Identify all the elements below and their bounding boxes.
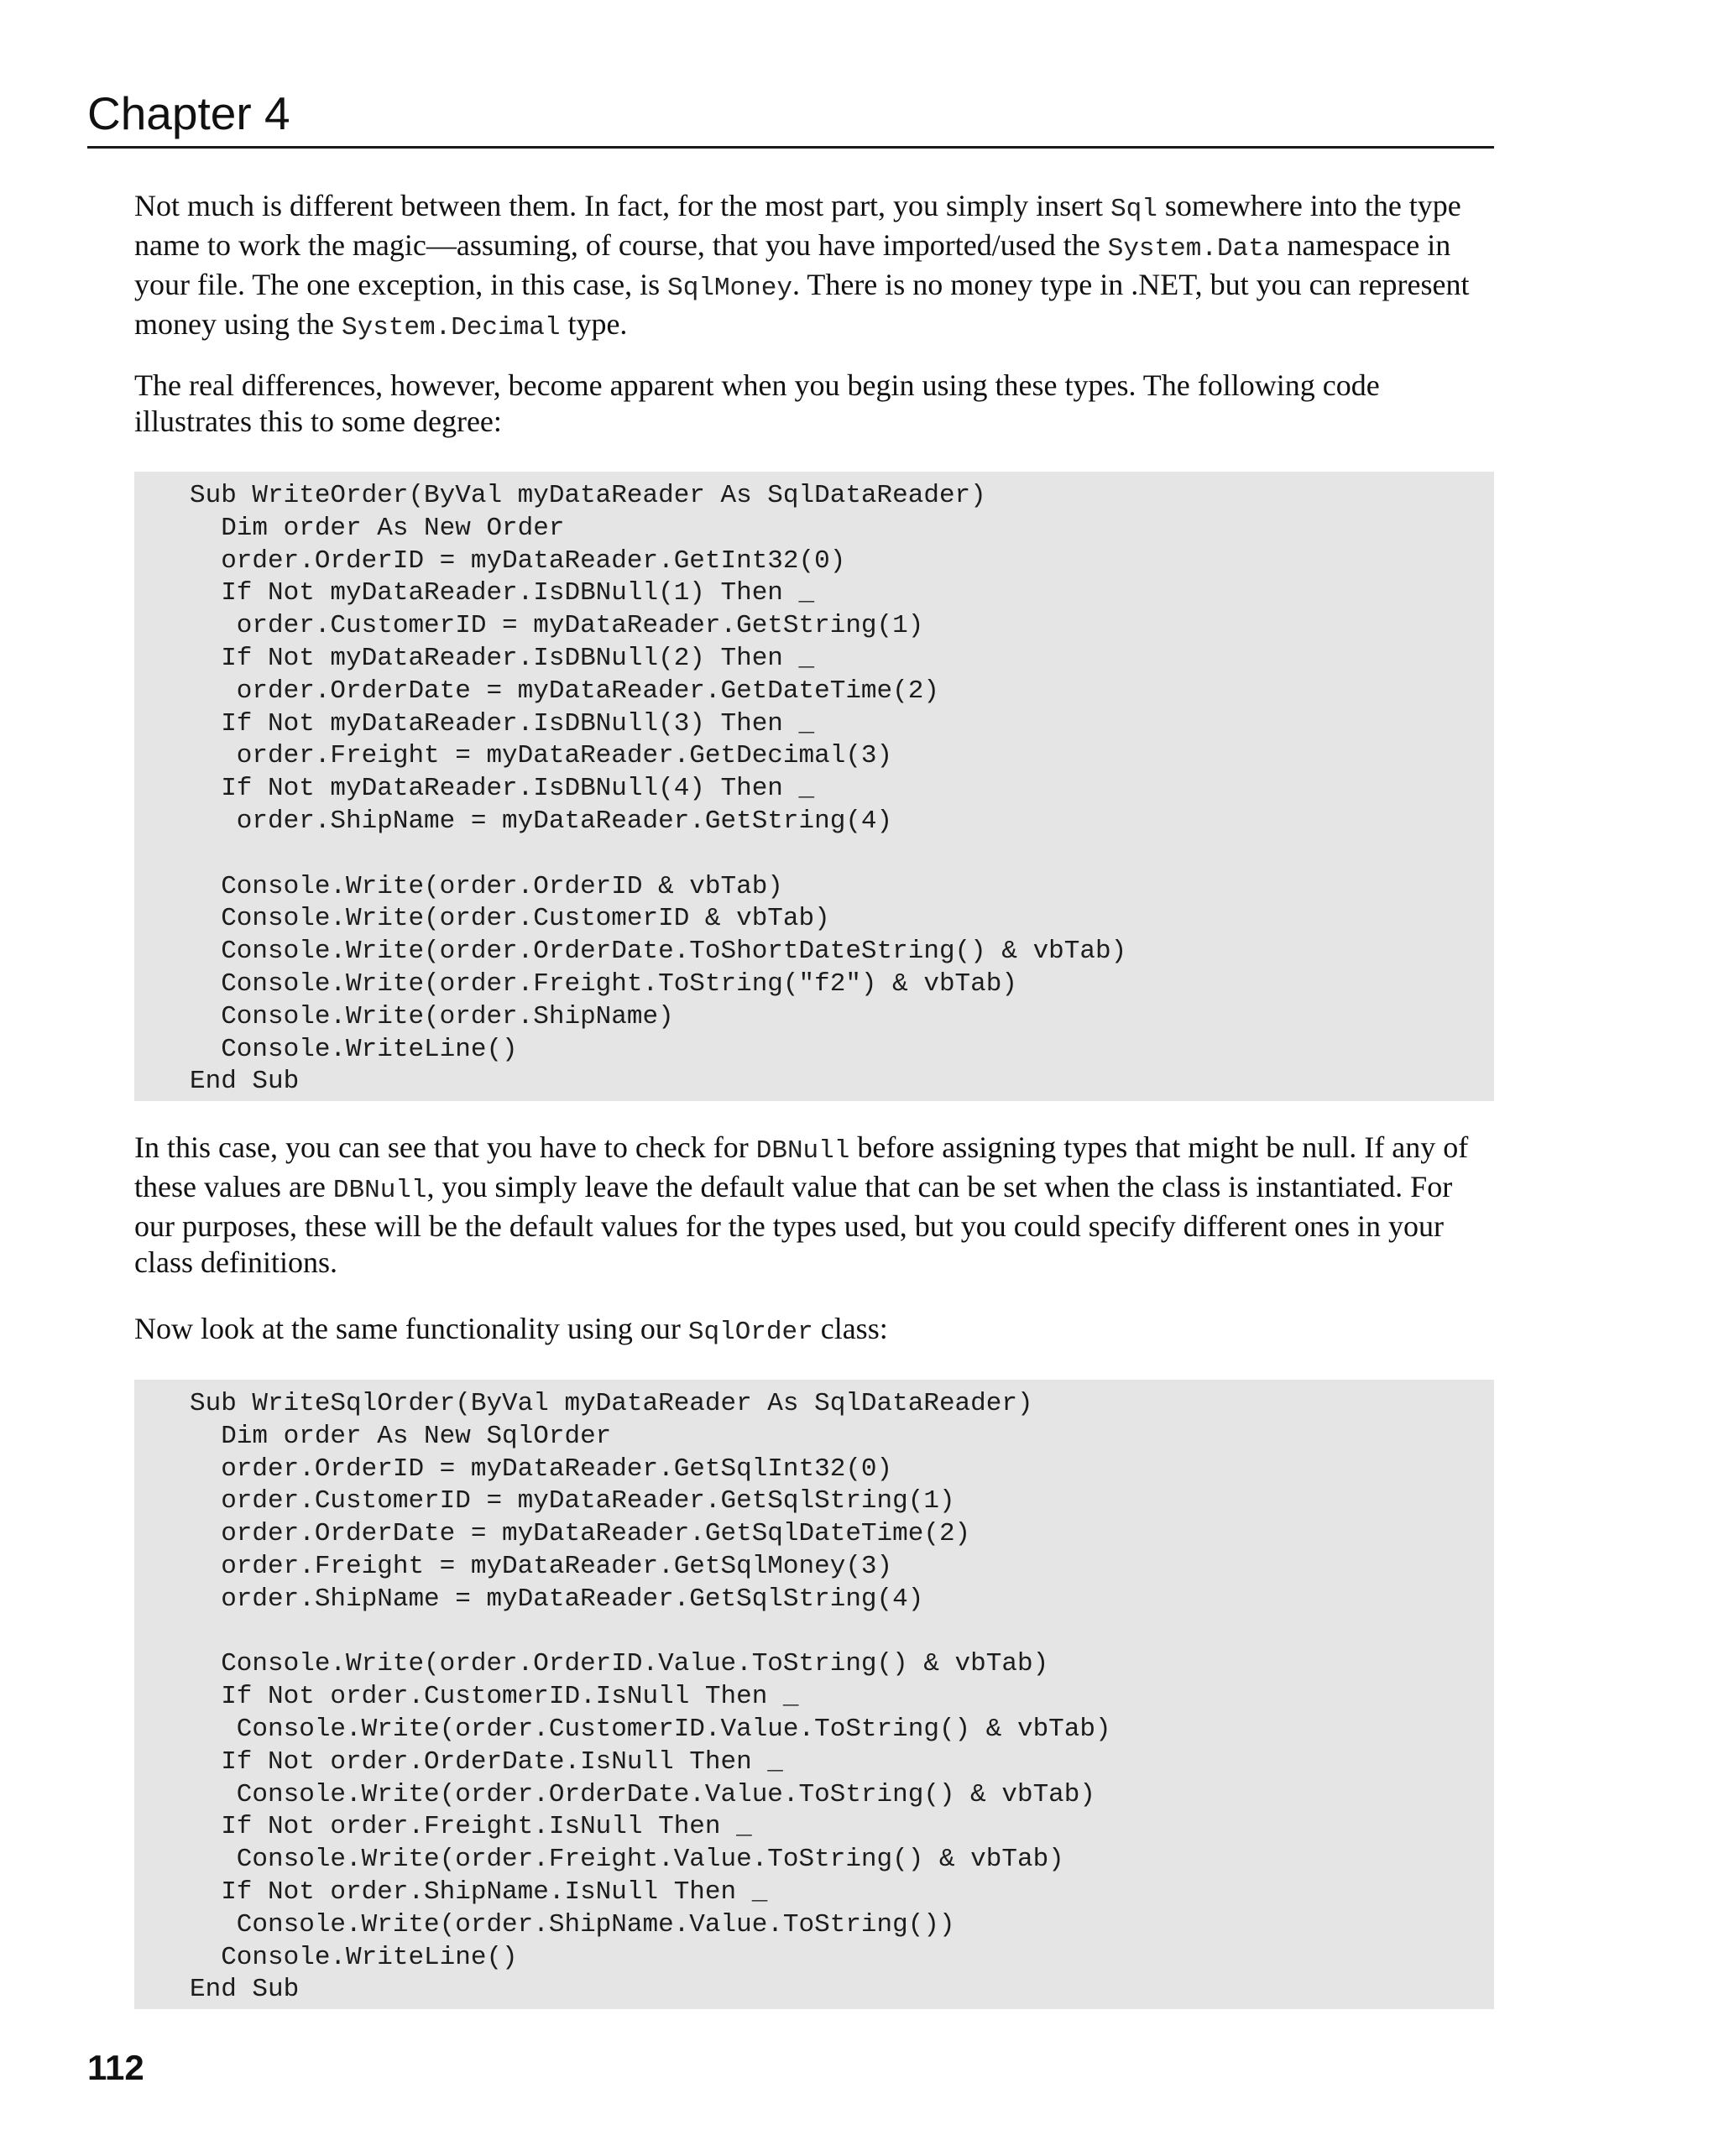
paragraph-intro	[134, 188, 1494, 346]
code-line: Console.Write(order.ShipName)	[190, 1001, 674, 1031]
code-line: order.Freight = myDataReader.GetSqlMoney(3)	[190, 1551, 893, 1581]
code-line: order.ShipName = myDataReader.GetSqlString(4)	[190, 1584, 924, 1614]
paragraph-text: Now look at the same functionality using our	[134, 1312, 688, 1345]
code-line	[190, 838, 1494, 871]
paragraph-text: namespace in your file. The one exception, in this case, is	[134, 228, 1451, 301]
code-line: End Sub	[190, 1067, 300, 1097]
code-line: Console.Write(order.OrderID & vbTab)	[190, 871, 783, 901]
code-line: If Not myDataReader.IsDBNull(2) Then _	[190, 643, 815, 673]
code-line: If Not myDataReader.IsDBNull(4) Then _	[190, 774, 815, 804]
paragraph-dbnull	[134, 1130, 1494, 1281]
code-line: If Not order.OrderDate.IsNull Then _	[190, 1746, 783, 1777]
paragraph-text: In this case, you can see that you have to check for	[134, 1130, 756, 1164]
code-line: If Not myDataReader.IsDBNull(3) Then _	[190, 708, 815, 739]
page-number: 112	[87, 2048, 144, 2087]
code-line: order.OrderID = myDataReader.GetInt32(0)	[190, 546, 846, 576]
code-line: Console.WriteLine()	[190, 1942, 518, 1972]
code-line	[190, 1616, 1494, 1649]
inline-code: SqlMoney	[667, 274, 792, 303]
inline-code: DBNull	[755, 1136, 850, 1166]
paragraph-text: somewhere into the type name to work the magic—assuming, of course, that you have imported/used the	[134, 189, 1461, 262]
code-line: Console.Write(order.OrderDate.ToShortDateString() & vbTab)	[190, 937, 1127, 967]
code-line: Console.Write(order.OrderDate.Value.ToString() & vbTab)	[190, 1779, 1095, 1809]
code-line: If Not order.ShipName.IsNull Then _	[190, 1877, 768, 1907]
code-line: Console.Write(order.ShipName.Value.ToString())	[190, 1909, 955, 1939]
code-line: If Not order.CustomerID.IsNull Then _	[190, 1682, 799, 1712]
paragraph-text: before assigning types that might be null. If any of these values are	[134, 1130, 1469, 1203]
code-line: End Sub	[190, 1975, 300, 2005]
paragraph-text: . There is no money type in .NET, but you can represent money using the	[134, 268, 1470, 341]
code-line: If Not order.Freight.IsNull Then _	[190, 1812, 752, 1842]
code-line: Console.Write(order.CustomerID.Value.ToString() & vbTab)	[190, 1714, 1111, 1744]
paragraph-text: class:	[812, 1312, 888, 1345]
inline-code: SqlOrder	[687, 1318, 813, 1347]
code-line: order.OrderID = myDataReader.GetSqlInt32(0)	[190, 1454, 893, 1484]
code-line: order.ShipName = myDataReader.GetString(4)	[190, 806, 893, 836]
code-line: If Not myDataReader.IsDBNull(1) Then _	[190, 578, 815, 608]
code-line: order.CustomerID = myDataReader.GetSqlString(1)	[190, 1486, 955, 1517]
code-line: Console.Write(order.Freight.Value.ToString() & vbTab)	[190, 1845, 1064, 1875]
code-line: Console.Write(order.OrderID.Value.ToString() & vbTab)	[190, 1649, 1049, 1679]
code-line: Dim order As New Order	[190, 513, 565, 543]
code-line: order.CustomerID = myDataReader.GetString(1)	[190, 611, 924, 641]
code-line: Sub WriteSqlOrder(ByVal myDataReader As SqlDataReader)	[190, 1389, 1033, 1418]
code-block-write-order	[134, 472, 1494, 1101]
inline-code: Sql	[1110, 195, 1157, 224]
paragraph-text: Not much is different between them. In fact, for the most part, you simply insert	[134, 189, 1111, 222]
code-line: Console.Write(order.CustomerID & vbTab)	[190, 904, 830, 934]
inline-code: System.Decimal	[341, 313, 561, 342]
paragraph-differences: The real differences, however, become apparent when you begin using these types. The following code illustrates this to some degree:	[134, 368, 1380, 438]
paragraph-sqlorder	[134, 1311, 1494, 1350]
paragraph-text: , you simply leave the default value that can be set when the class is instantiated. For our purposes, these will be the default values for the types used, but you could specify different ones in your class definitions.	[134, 1170, 1453, 1279]
code-line: order.OrderDate = myDataReader.GetDateTime(2)	[190, 676, 939, 706]
code-block-write-sql-order	[134, 1380, 1494, 2009]
paragraph-text: type.	[560, 307, 628, 341]
code-line: order.OrderDate = myDataReader.GetSqlDateTime(2)	[190, 1519, 971, 1549]
code-line: Console.WriteLine()	[190, 1034, 518, 1064]
code-line: Sub WriteOrder(ByVal myDataReader As SqlDataReader)	[190, 481, 986, 510]
code-line: Dim order As New SqlOrder	[190, 1421, 612, 1451]
chapter-header: Chapter 4	[87, 84, 1494, 149]
inline-code: System.Data	[1107, 234, 1280, 264]
code-line: Console.Write(order.Freight.ToString("f2") & vbTab)	[190, 968, 1017, 999]
inline-code: DBNull	[332, 1176, 427, 1205]
code-line: order.Freight = myDataReader.GetDecimal(3)	[190, 741, 893, 771]
